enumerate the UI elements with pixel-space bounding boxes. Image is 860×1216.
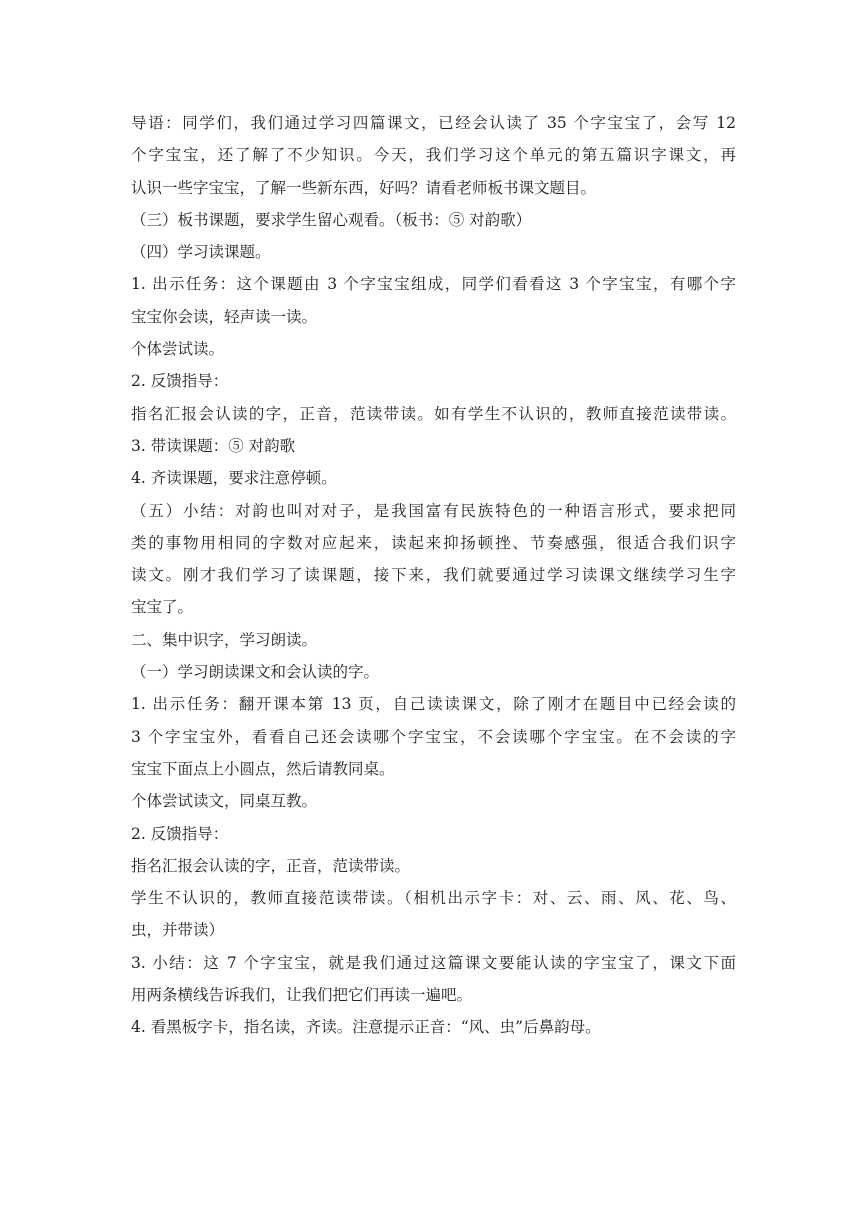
text-line: 读文。刚才我们学习了读课题，接下来，我们就要通过学习读课文继续学习生字 xyxy=(131,566,736,585)
text-line: 虫，并带读） xyxy=(131,921,225,940)
text-line: 3 个字宝宝外，看看自己还会读哪个字宝宝，不会读哪个字宝宝。在不会读的字 xyxy=(131,727,736,746)
text-line: 指名汇报会认读的字，正音，范读带读。如有学生不认识的，教师直接范读带读。 xyxy=(131,404,736,423)
text-line: 3. 带读课题：⑤ 对韵歌 xyxy=(131,436,296,455)
lesson-plan-text xyxy=(131,107,736,1044)
text-line: 3. 小结：这 7 个字宝宝，就是我们通过这篇课文要能认读的字宝宝了，课文下面 xyxy=(131,953,736,972)
text-line: 4. 看黑板字卡，指名读，齐读。注意提示正音：“风、虫”后鼻韵母。 xyxy=(131,1018,601,1037)
section-heading: （一）学习朗读课文和会认读的字。 xyxy=(131,663,380,682)
text-line: 学生不认识的，教师直接范读带读。（相机出示字卡：对、云、雨、风、花、鸟、 xyxy=(131,889,736,908)
text-line: 4. 齐读课题，要求注意停顿。 xyxy=(131,469,337,488)
text-line: 2. 反馈指导： xyxy=(131,372,229,391)
text-line: 导语：同学们，我们通过学习四篇课文，已经会认读了 35 个字宝宝了，会写 12 xyxy=(131,114,736,132)
text-line: 宝宝你会读，轻声读一读。 xyxy=(131,307,318,326)
section-heading: （四）学习读课题。 xyxy=(131,243,271,262)
text-line: 用两条横线告诉我们，让我们把它们再读一遍吧。 xyxy=(131,986,473,1005)
text-line: 认识一些字宝宝，了解一些新东西，好吗？请看老师板书课文题目。 xyxy=(131,178,597,197)
section-heading: 二、集中识字，学习朗读。 xyxy=(131,630,318,649)
text-line: 个体尝试读。 xyxy=(131,340,225,359)
text-line: 类的事物用相同的字数对应起来，读起来抑扬顿挫、节奏感强，很适合我们识字 xyxy=(131,533,736,552)
text-line: 个体尝试读文，同桌互教。 xyxy=(131,792,318,811)
text-line: 2. 反馈指导： xyxy=(131,824,229,843)
text-line: 宝宝了。 xyxy=(131,598,194,617)
section-heading: （三）板书课题，要求学生留心观看。（板书：⑤ 对韵歌） xyxy=(131,210,532,229)
text-line: 1. 出示任务：翻开课本第 13 页，自己读读课文，除了刚才在题目中已经会读的 xyxy=(131,695,736,714)
section-heading: （五）小结：对韵也叫对对子，是我国富有民族特色的一种语言形式，要求把同 xyxy=(131,501,736,520)
text-line: 个字宝宝，还了解了不少知识。今天，我们学习这个单元的第五篇识字课文，再 xyxy=(131,146,736,165)
text-line: 1. 出示任务：这个课题由 3 个字宝宝组成，同学们看看这 3 个字宝宝，有哪个字 xyxy=(131,275,736,294)
text-line: 宝宝下面点上小圆点，然后请教同桌。 xyxy=(131,759,395,778)
text-line: 指名汇报会认读的字，正音，范读带读。 xyxy=(131,856,411,875)
